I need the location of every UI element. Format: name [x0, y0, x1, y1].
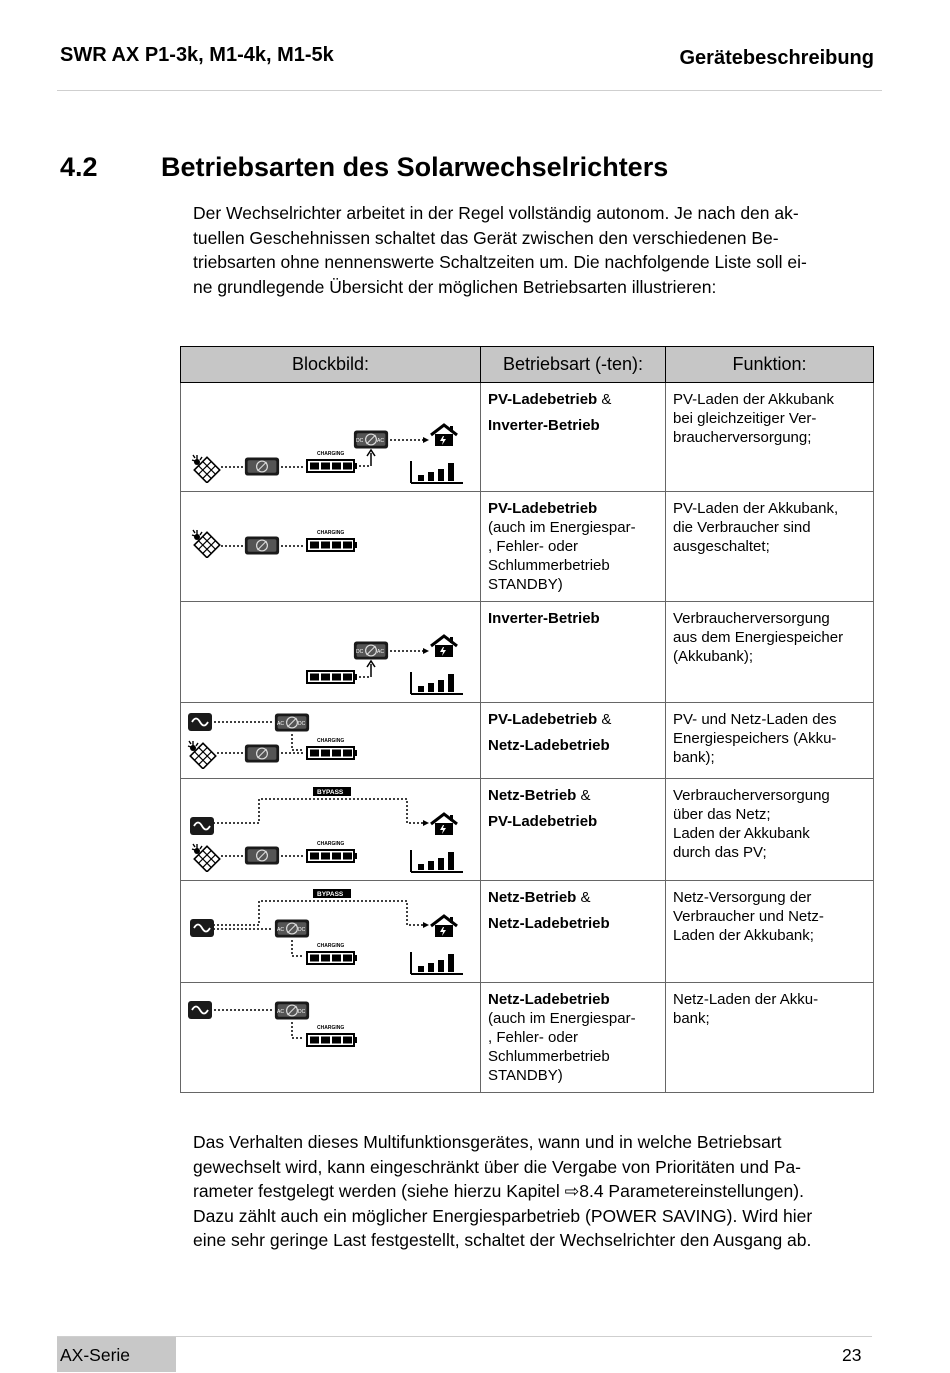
- battery-icon: [307, 850, 357, 862]
- charging-label: CHARGING: [317, 943, 345, 949]
- header-block-diagram: Blockbild:: [181, 347, 481, 383]
- footer-rule: [57, 1336, 872, 1337]
- battery-icon: [307, 539, 357, 551]
- ac-label: AC: [277, 927, 284, 933]
- page-number: 23: [842, 1345, 862, 1365]
- grid-icon: [190, 817, 214, 835]
- function-cell: Netz-Versorgung der Verbraucher und Netz- Laden der Akkubank;: [666, 881, 874, 983]
- block-diagram-grid-bypass-pv: [181, 779, 481, 880]
- mode-cell: [481, 383, 666, 492]
- section-title: Betriebsarten des Solarwechselrichters: [161, 152, 669, 182]
- mode-conjunction: &: [576, 889, 591, 906]
- modes-table: [180, 346, 874, 1093]
- block-diagram-cell: [181, 779, 481, 881]
- block-diagram-pv-grid-charging: [181, 703, 481, 778]
- load-icon: [411, 850, 463, 872]
- mode-conjunction: &: [597, 391, 612, 408]
- bypass-label: BYPASS: [317, 891, 344, 898]
- charging-label: CHARGING: [317, 738, 345, 744]
- table-row: [181, 602, 874, 703]
- battery-icon: [307, 460, 357, 472]
- dc-label: DC: [298, 1009, 306, 1015]
- inverter-icon: [245, 458, 279, 476]
- block-diagram-cell: [181, 983, 481, 1093]
- header-product: SWR AX P1-3k, M1-4k, M1-5k: [60, 44, 334, 66]
- inverter-icon: [245, 537, 279, 555]
- function-cell: PV-Laden der Akkubank bei gleichzeitiger Ver- braucherversorgung;: [666, 383, 874, 492]
- inverter-icon: [245, 847, 279, 865]
- ac-label: AC: [277, 721, 284, 727]
- footer-series: AX-Serie: [60, 1345, 131, 1365]
- pv-icon: [192, 455, 220, 483]
- table-row: [181, 779, 874, 881]
- mode-secondary: PV-Ladebetrieb: [488, 813, 598, 830]
- dc-label: DC: [298, 721, 306, 727]
- grid-icon: [190, 919, 214, 937]
- block-diagram-grid-charging: [181, 983, 481, 1091]
- block-diagram-cell: [181, 703, 481, 779]
- table-row: [181, 983, 874, 1093]
- grid-icon: [188, 1001, 212, 1019]
- mode-note: (auch im Energiespar- , Fehler- oder Schlummerbetrieb STANDBY): [488, 1010, 636, 1084]
- mode-conjunction: &: [576, 787, 591, 804]
- load-icon: [411, 672, 463, 694]
- dc-label: DC: [298, 927, 306, 933]
- block-diagram-inverter: [181, 602, 481, 702]
- block-diagram-pv-charging: [181, 492, 481, 600]
- battery-icon: [307, 952, 357, 964]
- table-row: [181, 881, 874, 983]
- function-cell: Verbraucherversorgung über das Netz; Laden der Akkubank durch das PV;: [666, 779, 874, 881]
- function-cell: Verbraucherversorgung aus dem Energiespeicher (Akkubank);: [666, 602, 874, 703]
- bypass-label: BYPASS: [317, 789, 344, 796]
- mode-secondary: Netz-Ladebetrieb: [488, 915, 610, 932]
- ac-label: AC: [277, 1009, 284, 1015]
- table-row: [181, 383, 874, 492]
- block-diagram-pv-inverter: [181, 383, 481, 491]
- grid-icon: [188, 713, 212, 731]
- pv-icon: [192, 530, 220, 558]
- load-icon: [411, 952, 463, 974]
- header-rule: [57, 90, 882, 91]
- mode-primary: Netz-Ladebetrieb: [488, 991, 610, 1008]
- mode-cell: [481, 881, 666, 983]
- table-row: [181, 492, 874, 602]
- house-icon: [431, 425, 457, 446]
- header-function: Funktion:: [666, 347, 874, 383]
- pv-icon: [192, 844, 220, 872]
- block-diagram-cell: [181, 383, 481, 492]
- charging-label: CHARGING: [317, 530, 345, 536]
- header-operating-mode: Betriebsart (-ten):: [481, 347, 666, 383]
- mode-primary: PV-Ladebetrieb: [488, 711, 598, 728]
- function-cell: PV- und Netz-Laden des Energiespeichers (Akku- bank);: [666, 703, 874, 779]
- house-icon: [431, 916, 457, 937]
- header-chapter: Gerätebeschreibung: [679, 47, 874, 69]
- battery-icon: [307, 1034, 357, 1046]
- battery-icon: [307, 671, 357, 683]
- block-diagram-cell: [181, 492, 481, 602]
- mode-primary: Netz-Betrieb: [488, 889, 577, 906]
- function-cell: PV-Laden der Akkubank, die Verbraucher sind ausgeschaltet;: [666, 492, 874, 602]
- mode-cell: [481, 602, 666, 703]
- block-diagram-cell: [181, 602, 481, 703]
- charging-label: CHARGING: [317, 451, 345, 457]
- battery-icon: [307, 747, 357, 759]
- mode-primary: PV-Ladebetrieb: [488, 391, 598, 408]
- ac-label: AC: [377, 438, 384, 444]
- mode-primary: Netz-Betrieb: [488, 787, 577, 804]
- table-row: [181, 703, 874, 779]
- mode-conjunction: &: [597, 711, 612, 728]
- section-number: 4.2: [60, 152, 98, 182]
- charging-label: CHARGING: [317, 841, 345, 847]
- house-icon: [431, 636, 457, 657]
- outro-paragraph: Das Verhalten dieses Multifunktionsgerätes, wann und in welche Betriebsart gewechselt wird, kann eingeschränkt über die Vergabe von Prioritäten und Pa- rameter festgelegt werden (siehe hierzu Kapitel ⇨8.4 Parametereinstellungen). Dazu zählt auch ein möglicher Energiesparbetrieb (POWER SAVING). Wird hier eine sehr geringe Last festgestellt, schaltet der Wechselrichter den Ausgang ab.: [193, 1132, 813, 1250]
- mode-primary: Inverter-Betrieb: [488, 610, 600, 627]
- mode-cell: [481, 703, 666, 779]
- mode-cell: [481, 492, 666, 602]
- inverter-icon: [245, 745, 279, 763]
- dc-label: DC: [356, 649, 364, 655]
- pv-icon: [188, 741, 216, 769]
- mode-primary: PV-Ladebetrieb: [488, 500, 598, 517]
- house-icon: [431, 814, 457, 835]
- mode-secondary: Netz-Ladebetrieb: [488, 737, 610, 754]
- mode-note: (auch im Energiespar- , Fehler- oder Schlummerbetrieb STANDBY): [488, 519, 636, 593]
- charging-label: CHARGING: [317, 1025, 345, 1031]
- dc-label: DC: [356, 438, 364, 444]
- mode-cell: [481, 779, 666, 881]
- ac-label: AC: [377, 649, 384, 655]
- mode-cell: [481, 983, 666, 1093]
- intro-paragraph: Der Wechselrichter arbeitet in der Regel vollständig autonom. Je nach den ak- tuellen Geschehnissen schaltet das Gerät zwischen den verschiedenen Be- triebsarten ohne nennenswerte Schaltzeiten um. Die nachfolgende Liste soll ei- ne grundlegende Übersicht der möglichen Betriebsarten illustrieren:: [193, 203, 807, 297]
- mode-secondary: Inverter-Betrieb: [488, 417, 600, 434]
- load-icon: [411, 461, 463, 483]
- block-diagram-grid-bypass-charging: [181, 881, 481, 982]
- block-diagram-cell: [181, 881, 481, 983]
- function-cell: Netz-Laden der Akku- bank;: [666, 983, 874, 1093]
- table-header-row: [181, 347, 874, 383]
